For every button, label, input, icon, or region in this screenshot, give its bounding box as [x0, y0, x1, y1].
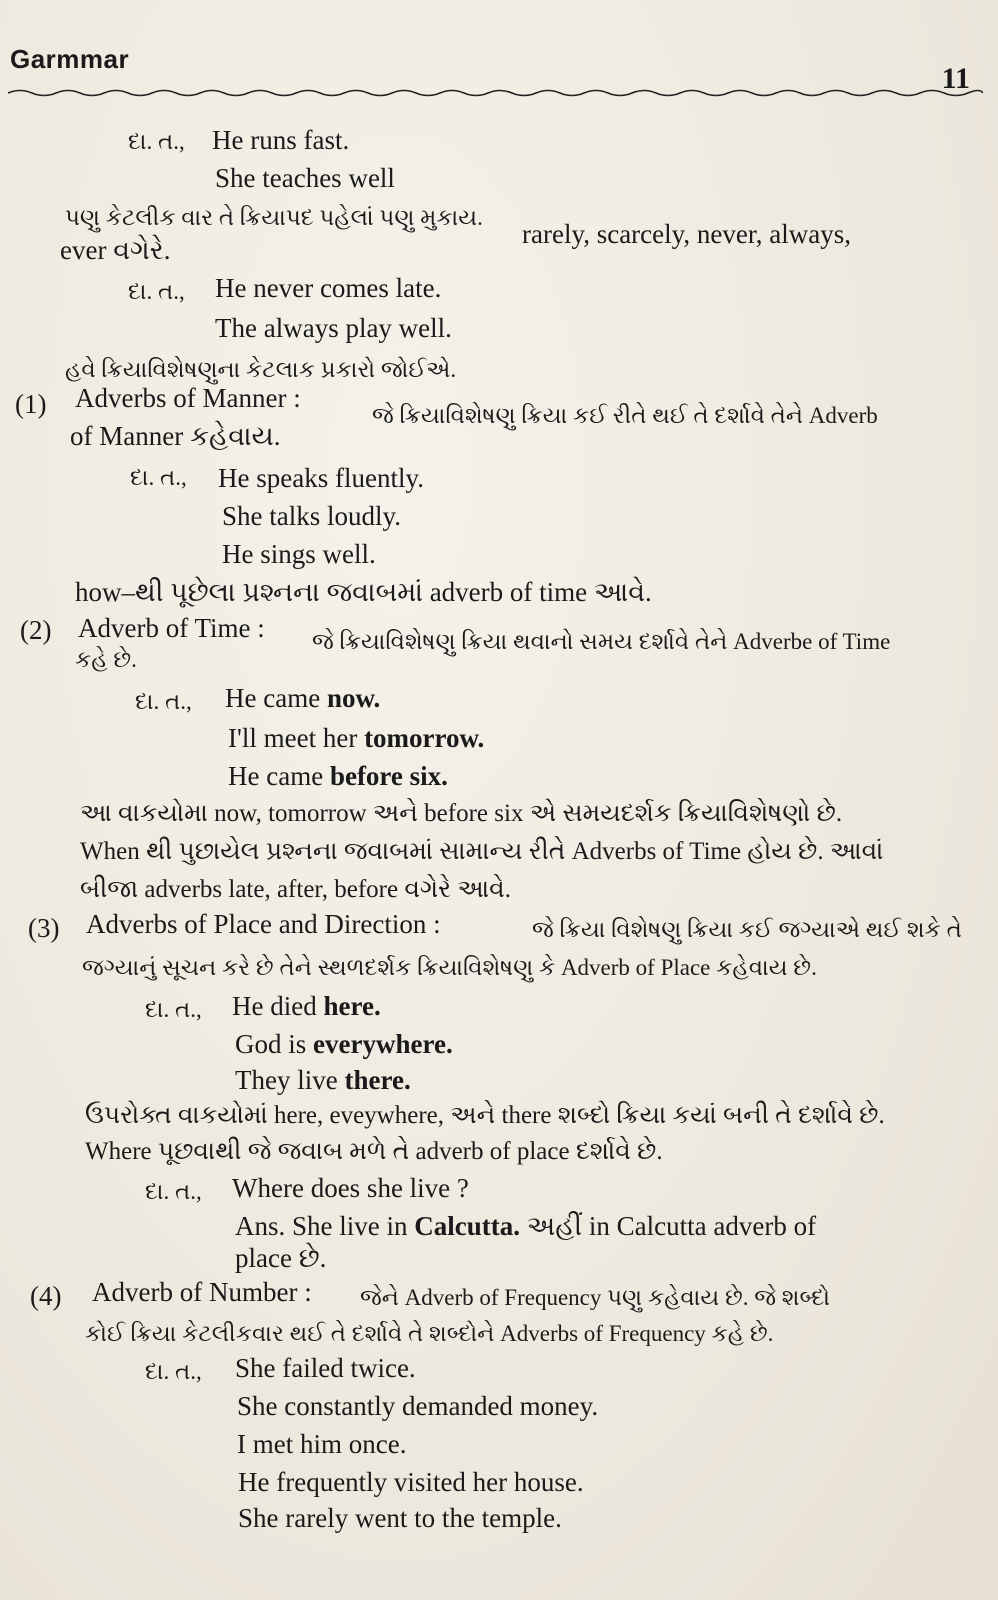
text-line: જગ્યાનું સૂચન કરે છે તેને સ્થળદર્શક ક્રિયાવિશેષણુ કે Adverb of Place કહેવાય છે.	[82, 955, 817, 980]
example-prefix: દા. ત.,	[145, 1359, 202, 1384]
example-prefix: દા. ત.,	[128, 129, 185, 154]
highlighted-adverb: Calcutta.	[414, 1211, 520, 1241]
answer-text: Ans. She live in	[235, 1211, 408, 1241]
example-sentence: She teaches well	[215, 163, 395, 193]
example-sentence: He came	[228, 761, 324, 791]
text-line: આ વાકયોમા now, tomorrow અને before six એ સમયદર્શક ક્રિયાવિશેષણો છે.	[80, 800, 843, 827]
answer-explanation: અહીં in Calcutta adverb of	[526, 1211, 817, 1241]
example-prefix: દા. ત.,	[130, 465, 187, 490]
highlighted-adverb: before six.	[329, 761, 448, 791]
gujarati-text: હવે ક્રિયાવિશેષણુના કેટલાક પ્રકારો જોઈએ.	[65, 357, 457, 382]
text-line: of Manner કહેવાય.	[70, 421, 281, 451]
section-number: (4)	[30, 1281, 62, 1311]
text-line: કહે છે.	[75, 647, 137, 672]
example-sentence: They live	[235, 1065, 338, 1095]
section-number: (3)	[28, 913, 60, 943]
example-sentence: She talks loudly.	[222, 501, 401, 531]
gujarati-text: જેને Adverb of Frequency પણુ કહેવાય છે. જે શબ્દો	[360, 1285, 830, 1310]
highlighted-adverb: here.	[323, 991, 381, 1021]
text-line: બીજા adverbs late, after, before વગેરે આવે.	[80, 876, 511, 903]
example-sentence: He came	[225, 683, 321, 713]
example-prefix: દા. ત.,	[145, 997, 202, 1022]
example-sentence: She rarely went to the temple.	[238, 1503, 562, 1533]
example-sentence: She constantly demanded money.	[237, 1391, 599, 1421]
running-header-title: Garmmar	[10, 44, 130, 74]
example-prefix: દા. ત.,	[135, 689, 192, 714]
example-sentence: He sings well.	[222, 539, 376, 569]
example-sentence: He speaks fluently.	[218, 463, 424, 493]
section-number: (1)	[15, 389, 47, 419]
example-prefix: દા. ત.,	[128, 279, 185, 304]
section-number: (2)	[20, 615, 52, 645]
example-question: Where does she live ?	[232, 1173, 469, 1203]
text-line: ઉપરોક્ત વાકયોમાં here, eveywhere, અને there શબ્દો ક્રિયા કયાં બની તે દર્શાવે છે.	[85, 1102, 885, 1129]
highlighted-adverb: now.	[326, 683, 381, 713]
example-sentence: The always play well.	[215, 313, 452, 343]
example-prefix: દા. ત.,	[145, 1179, 202, 1204]
gujarati-text: પણુ કેટલીક વાર તે ક્રિયાપદ પહેલાં પણુ મુકાય.	[65, 205, 483, 230]
gujarati-text: જે ક્રિયાવિશેષણુ ક્રિયા થવાનો સમય દર્શાવે તેને Adverbe of Time	[312, 629, 891, 654]
header-wavy-rule	[8, 86, 983, 100]
example-sentence: I met him once.	[237, 1429, 407, 1459]
example-sentence: She failed twice.	[235, 1353, 416, 1383]
section-heading: Adverb of Time :	[78, 613, 265, 643]
highlighted-adverb: there.	[344, 1065, 411, 1095]
section-heading: Adverbs of Manner :	[75, 383, 301, 413]
page-number: 11	[941, 62, 970, 95]
highlighted-adverb: tomorrow.	[364, 723, 485, 753]
adverb-list: rarely, scarcely, never, always,	[522, 219, 851, 249]
text-line: place છે.	[235, 1243, 327, 1273]
section-heading: Adverbs of Place and Direction :	[86, 909, 441, 939]
example-sentence: He never comes late.	[215, 273, 442, 303]
text-line: how–થી પૂછેલા પ્રશ્નના જવાબમાં adverb of time આવે.	[75, 577, 652, 607]
text-line: Where પૂછવાથી જે જવાબ મળે તે adverb of place દર્શાવે છે.	[85, 1138, 663, 1165]
highlighted-adverb: everywhere.	[313, 1029, 453, 1059]
text-line: ever વગેરે.	[60, 235, 171, 265]
text-line: કોઈ ક્રિયા કેટલીકવાર થઈ તે દર્શાવે તે શબ્દોને Adverbs of Frequency કહે છે.	[85, 1321, 774, 1346]
gujarati-text: જે ક્રિયા વિશેષણુ ક્રિયા કઈ જગ્યાએ થઈ શકે તે	[532, 917, 962, 942]
section-heading: Adverb of Number :	[92, 1277, 312, 1307]
example-sentence: He frequently visited her house.	[238, 1467, 584, 1497]
example-sentence: He died	[232, 991, 317, 1021]
example-sentence: He runs fast.	[212, 125, 350, 155]
example-sentence: I'll meet her	[228, 723, 358, 753]
text-line: When થી પુછાયેલ પ્રશ્નના જવાબમાં સામાન્ય રીતે Adverbs of Time હોય છે. આવાં	[80, 838, 884, 865]
example-sentence: God is	[235, 1029, 307, 1059]
gujarati-text: જે ક્રિયાવિશેષણુ ક્રિયા કઈ રીતે થઈ તે દર્શાવે તેને Adverb	[372, 403, 878, 428]
